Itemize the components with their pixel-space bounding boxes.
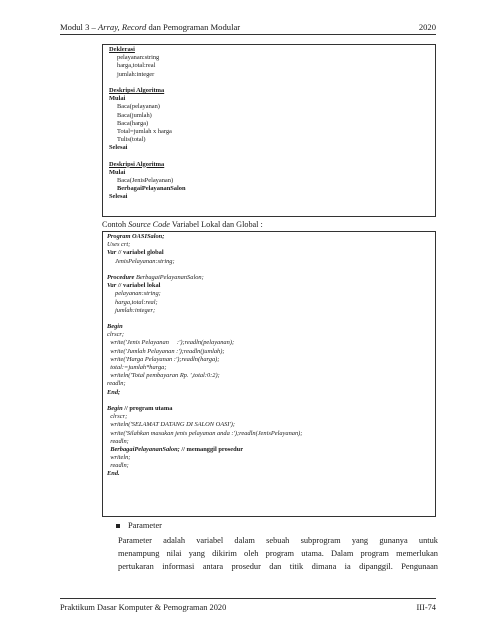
procedure-line [107, 274, 435, 282]
code-line: total:=jumlah*harga; [107, 364, 167, 371]
local-decl: harga,total:real; [115, 298, 158, 306]
page-number: III-74 [416, 603, 436, 612]
code-line: write('Silahkan masukan jenis pelayanan anda :');readln(JenisPelayanan); [107, 429, 303, 437]
code-line: writeln; [107, 454, 131, 462]
caption-suffix: Variabel Lokal dan Global : [169, 220, 263, 229]
var-local-comment: // variabel lokal [116, 282, 161, 290]
procedure-keyword: Procedure [107, 273, 135, 281]
code-line: write('Jumlah Pelayanan :');readln(jumlah); [107, 347, 225, 355]
header-year: 2020 [418, 22, 436, 32]
deklarasi-item: pelayanan:string [117, 54, 160, 62]
body-paragraph [118, 534, 438, 573]
global-decl: JenisPelayanan:string; [115, 257, 175, 265]
code-line: clrscr; [107, 331, 125, 339]
paragraph-line: pertukaran informasi antara prosedur dan titik dimana ia dipanggil. Pengunaan [118, 562, 438, 571]
code-line: readln; [107, 437, 129, 445]
caption-prefix: Contoh [102, 220, 129, 229]
begin-main-line [107, 405, 435, 413]
program-line: Program OASISalon; [107, 233, 165, 240]
local-decl: jumlah:integer; [115, 306, 156, 314]
algorithm-box [102, 44, 436, 217]
page-header [60, 20, 436, 35]
var-keyword: Var [107, 282, 117, 290]
section-heading-label: Parameter [128, 521, 162, 530]
begin-keyword: Begin [107, 404, 123, 412]
end-keyword: End; [107, 388, 121, 396]
algo1-title: Deskripsi Algoritma [109, 86, 165, 94]
algo1-step: Total=jumlah x harga [117, 127, 172, 135]
code-line: writeln('SELAMAT DATANG DI SALON OASI'); [107, 421, 236, 429]
algo2-step: Baca(JenisPelayanan) [117, 177, 174, 184]
procedure-call: BerbagaiPelayananSalon; [110, 445, 180, 453]
var-keyword: Var [107, 249, 117, 257]
var-local-line [107, 282, 435, 290]
procedure-name: BerbagaiPelayananSalon; [134, 273, 204, 281]
footer-title: Praktikum Dasar Komputer & Pemograman 2020 [60, 603, 227, 612]
var-global-comment: // variabel global [116, 249, 164, 257]
call-line [107, 446, 435, 454]
code-line: writeln('Total pembayaran Rp. ',total:0:2); [107, 372, 220, 380]
code-caption [102, 220, 263, 229]
bullet-icon [116, 524, 120, 528]
code-line: clrscr; [107, 413, 128, 421]
algo1-step: Tulis(total) [117, 136, 146, 144]
algo1-start: Mulai [109, 95, 126, 103]
algo2-start: Mulai [109, 168, 126, 176]
header-italic: Array, Record [97, 22, 147, 32]
header-title [60, 22, 240, 32]
deklarasi-item: jumlah:integer [117, 70, 155, 78]
paragraph-line: menampung nilai yang dikirim oleh program utama. Dalam program memerlukan [118, 549, 438, 558]
caption-italic: Source Code [128, 220, 170, 229]
main-comment: // program utama [122, 404, 173, 412]
code-line: write('Harga Pelayanan :');readln(harga); [107, 355, 220, 363]
local-decl: pelayanan:string; [115, 290, 161, 298]
header-prefix: Modul 3 – [60, 22, 98, 32]
call-comment: // memanggil prosedur [179, 445, 244, 453]
algo1-step: Baca(pelayanan) [117, 103, 160, 111]
source-code-box [102, 231, 436, 517]
uses-line: Uses crt; [107, 241, 131, 249]
algo2-call: BerbagaiPelayananSalon [117, 185, 186, 193]
page-footer [60, 598, 436, 613]
paragraph-line: Parameter adalah variabel dalam sebuah subprogram yang gunanya untuk [118, 536, 438, 545]
deklarasi-item: harga,total:real [117, 62, 156, 70]
section-heading [116, 521, 162, 530]
var-global-line [107, 249, 435, 257]
header-suffix: dan Pemograman Modular [146, 22, 241, 32]
algo1-step: Baca(jumlah) [117, 111, 152, 119]
code-line: readln; [107, 380, 126, 388]
algo2-end: Selesai [109, 193, 128, 201]
algo1-step: Baca(harga) [117, 119, 149, 127]
code-line: write('Jenis Pelayanan :');readln(pelayanan); [107, 339, 235, 347]
algo2-title: Deskripsi Algoritma [109, 160, 165, 168]
deklarasi-title: Deklerasi [109, 46, 135, 53]
end-keyword: End. [107, 470, 120, 478]
begin-keyword: Begin [107, 323, 123, 331]
algo1-end: Selesai [109, 144, 128, 152]
code-line: readln; [107, 462, 129, 470]
